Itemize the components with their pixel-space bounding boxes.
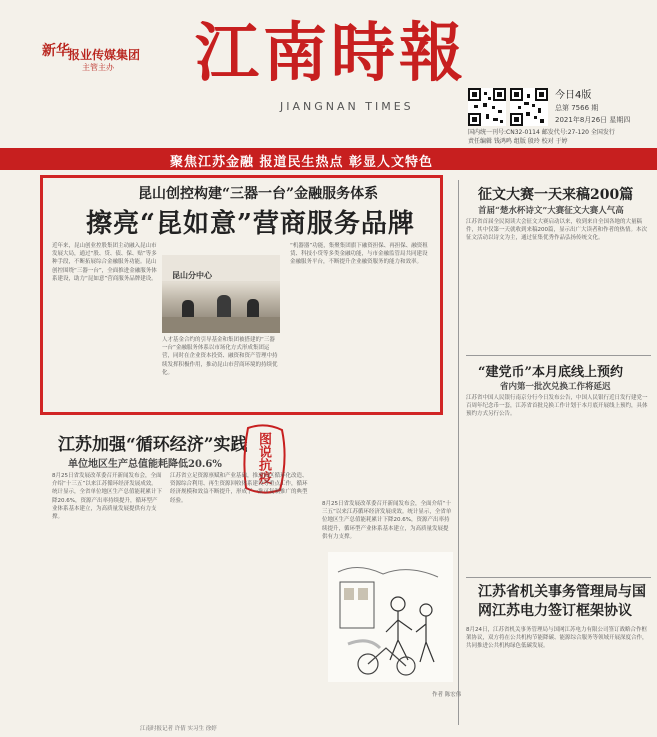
- section-divider: [466, 355, 651, 356]
- headline-circular-economy[interactable]: 江苏加强“循环经济”实践: [58, 435, 248, 455]
- circular-economy-body-1: 8月25日省发展改革委召开新闻发布会，全面介绍“十三五”以来江苏循环经济发展成效。统计显示，全省单位地区生产总值能耗累计下降20.6%，资源产出率持续提升，循环型产业体系基本建立，为高质量发展提供有力支撑。: [52, 473, 162, 521]
- slogan-text: 聚焦江苏金融 报道民生热点 彰显人文特色: [170, 155, 434, 170]
- lead-body-left: 近年来，昆山创业控股集团主动融入昆山市发展大局，通过“股、贷、债、保、贴”等多种手段，不断拓展综合金融服务功能。昆山创控围绕“三器一台”，全面推进金融服务体系建设，助力“昆如意”营商服务品牌建设。: [52, 243, 157, 282]
- issue-date: 2021年8月26日 星期四: [555, 116, 631, 124]
- section-divider: [466, 577, 651, 578]
- article-byline: 江南时报记者 许倩 实习生 徐婷: [140, 726, 217, 732]
- lead-title[interactable]: 擦亮“昆如意”营商服务品牌: [86, 209, 415, 239]
- distribution: 全国发行: [590, 129, 615, 136]
- group-sub: 主管主办: [82, 63, 114, 72]
- column-divider: [458, 180, 459, 725]
- power-agreement-body: 8月24日，江苏省机关事务管理局与国网江苏电力有限公司签订战略合作框架协议，双方将在公共机构节能降碳、能源综合服务等领域开展深度合作，共同推进公共机构绿色低碳发展。: [466, 627, 648, 650]
- headline-party-coin[interactable]: “建党币”本月底线上预约: [478, 365, 623, 380]
- newspaper-masthead: 江南時報: [195, 16, 467, 91]
- essay-contest-body: 江苏省首届全民阅读大会征文大赛启动以来，收到来自全国各地的大量稿件，其中仅第一天就收到来稿200篇，显示出广大读者和作者的热情。本次征文活动以诗文为主，通过征集优秀作品弘扬传统文化。: [466, 219, 648, 242]
- lead-photo: [162, 255, 280, 333]
- cn-number: 国内统一刊号:CN32-0114: [468, 129, 540, 136]
- party-coin-body: 江苏省中国人民银行南京分行今日发布公告，中国人民银行近日发行建党一百周年纪念币一套，江苏省首批兑换工作计划于本月底开展线上预约，具体预约方式另行公告。: [466, 395, 648, 418]
- qr-code-icon: [468, 88, 506, 126]
- publication-meta: [468, 128, 653, 146]
- post-code: 邮发代号:27-120: [541, 129, 589, 136]
- subhead-circular-economy: 单位地区生产总值能耗降低20.6%: [68, 459, 222, 470]
- circular-economy-body-3: 8月25日省发展改革委召开新闻发布会，全面介绍“十三五”以来江苏循环经济发展成效。统计显示，全省单位地区生产总值能耗累计下降20.6%，资源产出率持续提升，循环型产业体系基本建立，为高质量发展提供有力支撑。: [322, 501, 452, 540]
- cartoon-caption: 作者 陈宏伟: [432, 692, 462, 698]
- circular-economy-body-2: 江苏省立足资源禀赋和产业基础，推进园区循环化改造、资源综合利用、再生资源回收体系建设等重点工作，循环经济规模和效益不断提升，形成了一批可复制推广的典型经验。: [170, 473, 308, 504]
- headline-power-agreement[interactable]: 江苏省机关事务管理局与国网江苏电力签订框架协议: [478, 584, 646, 619]
- issue-info: [555, 90, 647, 126]
- stamp-text: 图说抗疫: [256, 432, 271, 484]
- subhead-party-coin: 省内第一批次兑换工作将延迟: [500, 382, 611, 392]
- photo-sign-text: 昆山分中心: [172, 270, 212, 280]
- newspaper-masthead-en: JIANGNAN TIMES: [280, 100, 414, 113]
- lead-body-mid: 人才基金合约的引导基金和集团被搭建的“三器一台”金融服务体系以市场化方式形成集团运营，同时在企业资本投资、融资和资产管理中持续发挥积极作用，推动昆山市营商环境的持续优化。: [162, 337, 278, 376]
- lead-body-right: “机器器”功能，集聚集团旗下融资担保、再担保、融资租赁、科技小贷等多类金融功能，与市金融监管局共同建设金融服务平台，不断提升企业融资服务的能力和效率。: [290, 243, 428, 266]
- subhead-essay-contest: 首届“楚水杯诗文”大赛征文大赛人气高: [478, 206, 624, 216]
- lead-subtitle[interactable]: 昆山创控构建“三器一台”金融服务体系: [138, 186, 379, 202]
- group-brand-mark: 新华: [42, 43, 70, 59]
- headline-essay-contest[interactable]: 征文大赛一天来稿200篇: [478, 187, 634, 203]
- qr-code-icon: [510, 88, 548, 126]
- group-name: 报业传媒集团: [68, 48, 141, 62]
- cartoon-illustration-icon: [328, 552, 453, 682]
- edition-count: 今日4版: [555, 90, 592, 101]
- issue-number: 总第 7566 期: [555, 104, 599, 112]
- editor-credits: 责任编辑 钱鸿鸣 组版 殷玲 校对 于婷: [468, 138, 568, 145]
